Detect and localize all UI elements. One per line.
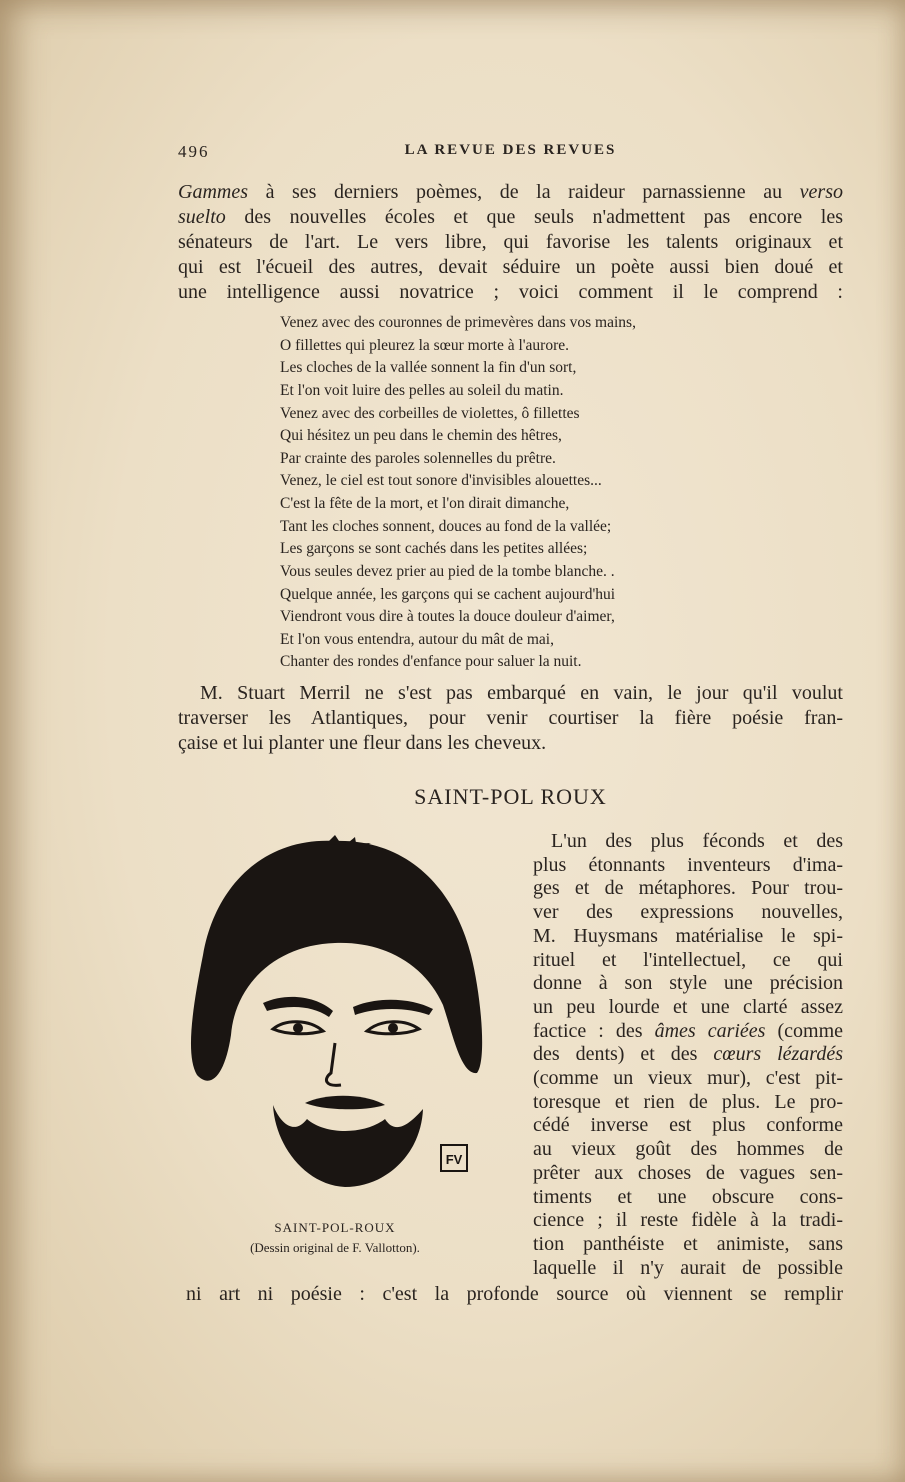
- poem-line: Venez avec des corbeilles de violettes, ô fillettes: [280, 404, 580, 422]
- figure-caption-credit: (Dessin original de F. Vallotton).: [250, 1240, 420, 1255]
- beard: [273, 1105, 423, 1187]
- text-line: ges et de métaphores. Pour trou-: [533, 877, 843, 900]
- running-head: LA REVUE DES REVUES: [404, 142, 617, 158]
- intro-paragraph: [178, 180, 843, 305]
- right-pupil: [388, 1023, 398, 1033]
- poem-line: Et l'on vous entendra, autour du mât de mai,: [280, 630, 554, 648]
- text-line: L'un des plus féconds et des: [551, 830, 843, 852]
- text-line: toresque et rien de plus. Le pro-: [533, 1090, 843, 1113]
- text-line: laquelle il n'y aurait de possible: [533, 1256, 843, 1279]
- poem: [280, 312, 760, 674]
- text-line: traverser les Atlantiques, pour venir courtiser la fière poésie fran-: [178, 707, 843, 729]
- poem-line: C'est la fête de la mort, et l'on dirait dimanche,: [280, 495, 570, 512]
- poem-line: Les garçons se sont cachés dans les petites allées;: [280, 540, 588, 557]
- text-line: cédé inverse est plus conforme: [533, 1114, 843, 1137]
- figure-caption-title: SAINT-POL-ROUX: [274, 1220, 396, 1235]
- section-title: SAINT-POL ROUX: [414, 784, 607, 809]
- text-line: ver des expressions nouvelles,: [533, 901, 843, 924]
- text-line: ni art ni poésie : c'est la profonde source où viennent se remplir: [186, 1283, 843, 1305]
- right-column-text: [533, 830, 843, 1280]
- text-line: sénateurs de l'art. Le vers libre, qui favorise les talents originaux et: [178, 231, 843, 253]
- poem-line: Viendront vous dire à toutes la douce douleur d'aimer,: [280, 608, 615, 625]
- after-poem-paragraph: [178, 681, 843, 756]
- text-line: çaise et lui planter une fleur dans les cheveux.: [178, 732, 547, 754]
- text-line: qui est l'écueil des autres, devait séduire un poète aussi bien doué et: [178, 256, 843, 278]
- text-line: donne à son style une précision: [533, 972, 843, 995]
- text-line: cience ; il reste fidèle à la tradi-: [533, 1209, 843, 1232]
- poem-line: Qui hésitez un peu dans le chemin des hêtres,: [280, 427, 562, 444]
- text-line: (comme un vieux mur), c'est pit-: [533, 1067, 843, 1090]
- page-header: [178, 142, 843, 164]
- text-line: des dents) et des cœurs lézardés: [533, 1043, 843, 1066]
- text-line: M. Stuart Merril ne s'est pas embarqué en vain, le jour qu'il voulut: [200, 682, 843, 704]
- text-line: au vieux goût des hommes de: [533, 1138, 843, 1161]
- text-line: timents et une obscure cons-: [533, 1185, 843, 1208]
- text-line: une intelligence aussi novatrice ; voici comment il le comprend :: [178, 281, 843, 303]
- left-pupil: [293, 1023, 303, 1033]
- text-line: suelto des nouvelles écoles et que seuls n'admettent pas encore les: [178, 206, 843, 228]
- text-line: factice : des âmes cariées (comme: [533, 1019, 844, 1042]
- poem-line: Quelque année, les garçons qui se cachent aujourd'hui: [280, 585, 616, 603]
- monogram: FV: [445, 1152, 463, 1167]
- poem-line: O fillettes qui pleurez la sœur morte à l'aurore.: [280, 336, 570, 354]
- right-eyebrow: [353, 1000, 433, 1015]
- text-line: rituel et l'intellectuel, ce qui: [533, 948, 843, 971]
- poem-line: Vous seules devez prier au pied de la tombe blanche. .: [280, 562, 615, 580]
- poem-stanza: [280, 312, 760, 402]
- text-line: un peu lourde et une clarté assez: [533, 995, 843, 1018]
- left-eyebrow: [263, 997, 333, 1017]
- nose: [326, 1043, 341, 1085]
- page-number: 496: [178, 142, 210, 161]
- poem-line: Chanter des rondes d'enfance pour saluer la nuit.: [280, 653, 582, 670]
- mustache: [305, 1096, 385, 1110]
- text-line: plus étonnants inventeurs d'ima-: [533, 853, 843, 876]
- poem-line: Par crainte des paroles solennelles du prêtre.: [280, 449, 556, 467]
- text-line: Gammes à ses derniers poèmes, de la raideur parnassienne au verso: [178, 181, 843, 203]
- poem-line: Et l'on voit luire des pelles au soleil du matin.: [280, 381, 564, 399]
- poem-stanza: [280, 403, 760, 493]
- poem-line: Les cloches de la vallée sonnent la fin d'un sort,: [280, 359, 577, 376]
- poem-stanza: [280, 493, 760, 583]
- text-line: M. Huysmans matérialise le spi-: [533, 924, 843, 947]
- text-line: tion panthéiste et animiste, sans: [533, 1232, 843, 1255]
- portrait-illustration: [185, 835, 485, 1215]
- poem-line: Tant les cloches sonnent, douces au fond de la vallée;: [280, 517, 612, 535]
- text-line: prêter aux choses de vagues sen-: [533, 1161, 843, 1184]
- poem-line: Venez, le ciel est tout sonore d'invisibles alouettes...: [280, 472, 602, 489]
- hair: [191, 841, 482, 1081]
- poem-stanza: [280, 584, 760, 674]
- poem-line: Venez avec des couronnes de primevères dans vos mains,: [280, 314, 636, 331]
